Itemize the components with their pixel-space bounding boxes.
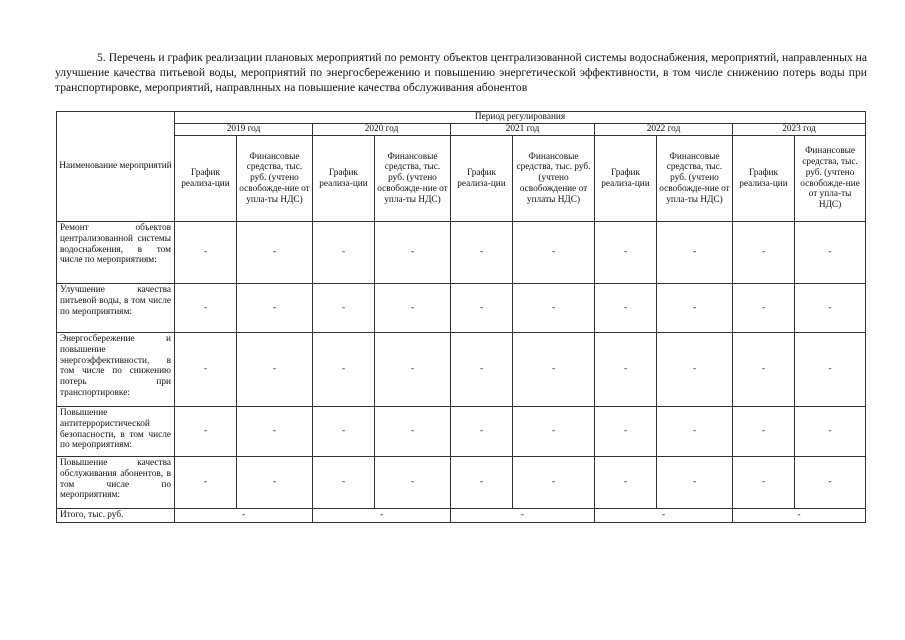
table-row [57, 407, 866, 457]
total-value: - [313, 509, 451, 523]
header-year: 2020 год [313, 124, 451, 136]
header-finance: Финансовые средства, тыс. руб. (учтено освобожде-ние от упла-ты НДС) [795, 136, 866, 222]
total-value: - [175, 509, 313, 523]
activities-table [56, 111, 866, 523]
cell-value: - [175, 407, 237, 457]
cell-value: - [513, 407, 595, 457]
row-name: Улучшение качества питьевой воды, в том числе по мероприятиям: [57, 284, 175, 333]
cell-value: - [733, 407, 795, 457]
cell-value: - [595, 284, 657, 333]
total-value: - [595, 509, 733, 523]
total-value: - [451, 509, 595, 523]
cell-value: - [733, 284, 795, 333]
cell-value: - [237, 457, 313, 509]
cell-value: - [451, 222, 513, 284]
cell-value: - [733, 457, 795, 509]
cell-value: - [657, 222, 733, 284]
header-name: Наименование мероприятий [57, 112, 175, 222]
cell-value: - [237, 222, 313, 284]
cell-value: - [451, 457, 513, 509]
cell-value: - [313, 284, 375, 333]
cell-value: - [595, 333, 657, 407]
cell-value: - [451, 407, 513, 457]
row-name: Повышение антитеррористической безопасности, в том числе по мероприятиям: [57, 407, 175, 457]
cell-value: - [595, 457, 657, 509]
cell-value: - [595, 222, 657, 284]
cell-value: - [451, 284, 513, 333]
row-name: Энергосбережение и повышение энергоэффективности, в том числе по снижению потерь при транспортировке: [57, 333, 175, 407]
cell-value: - [733, 333, 795, 407]
section-heading-text: 5. Перечень и график реализации плановых мероприятий по ремонту объектов централизованной системы водоснабжения, мероприятий, направленных на улучшение качества питьевой воды, мероприятий по энергосбережению и повышению энергетической эффективности, в том числе снижению потерь воды при транспортировке, мероприятий, направлнных на повышение качества обслуживания абонентов [55, 51, 867, 94]
cell-value: - [375, 333, 451, 407]
cell-value: - [451, 333, 513, 407]
cell-value: - [237, 284, 313, 333]
cell-value: - [657, 457, 733, 509]
cell-value: - [175, 333, 237, 407]
cell-value: - [513, 333, 595, 407]
cell-value: - [657, 284, 733, 333]
cell-value: - [657, 407, 733, 457]
header-schedule: График реализа-ции [451, 136, 513, 222]
cell-value: - [175, 284, 237, 333]
cell-value: - [175, 457, 237, 509]
cell-value: - [795, 457, 866, 509]
cell-value: - [237, 333, 313, 407]
header-year: 2021 год [451, 124, 595, 136]
table-row [57, 222, 866, 284]
cell-value: - [313, 407, 375, 457]
header-schedule: График реализа-ции [175, 136, 237, 222]
table-row [57, 284, 866, 333]
cell-value: - [733, 222, 795, 284]
header-finance: Финансовые средства, тыс. руб. (учтено освобождение от уплаты НДС) [513, 136, 595, 222]
cell-value: - [375, 222, 451, 284]
cell-value: - [595, 407, 657, 457]
header-finance: Финансовые средства, тыс. руб. (учтено освобожде-ние от упла-ты НДС) [657, 136, 733, 222]
header-year: 2023 год [733, 124, 866, 136]
header-year: 2022 год [595, 124, 733, 136]
cell-value: - [375, 457, 451, 509]
cell-value: - [795, 333, 866, 407]
row-name: Ремонт объектов централизованной системы водоснабжения, в том числе по мероприятиям: [57, 222, 175, 284]
cell-value: - [513, 284, 595, 333]
table-row [57, 333, 866, 407]
cell-value: - [795, 222, 866, 284]
cell-value: - [313, 333, 375, 407]
cell-value: - [513, 457, 595, 509]
header-schedule: График реализа-ции [313, 136, 375, 222]
cell-value: - [175, 222, 237, 284]
cell-value: - [375, 407, 451, 457]
cell-value: - [375, 284, 451, 333]
cell-value: - [657, 333, 733, 407]
header-finance: Финансовые средства, тыс. руб. (учтено освобожде-ние от упла-ты НДС) [237, 136, 313, 222]
section-heading [55, 50, 867, 95]
cell-value: - [237, 407, 313, 457]
header-schedule: График реализа-ции [733, 136, 795, 222]
cell-value: - [795, 284, 866, 333]
header-finance: Финансовые средства, тыс. руб. (учтено освобожде-ние от упла-ты НДС) [375, 136, 451, 222]
header-period: Период регулирования [175, 112, 866, 124]
total-row [57, 509, 866, 523]
cell-value: - [513, 222, 595, 284]
header-schedule: График реализа-ции [595, 136, 657, 222]
cell-value: - [313, 457, 375, 509]
cell-value: - [313, 222, 375, 284]
cell-value: - [795, 407, 866, 457]
total-label: Итого, тыс. руб. [57, 509, 175, 523]
row-name: Повышение качества обслуживания абонентов, в том числе по мероприятиям: [57, 457, 175, 509]
table-row [57, 457, 866, 509]
total-value: - [733, 509, 866, 523]
header-year: 2019 год [175, 124, 313, 136]
